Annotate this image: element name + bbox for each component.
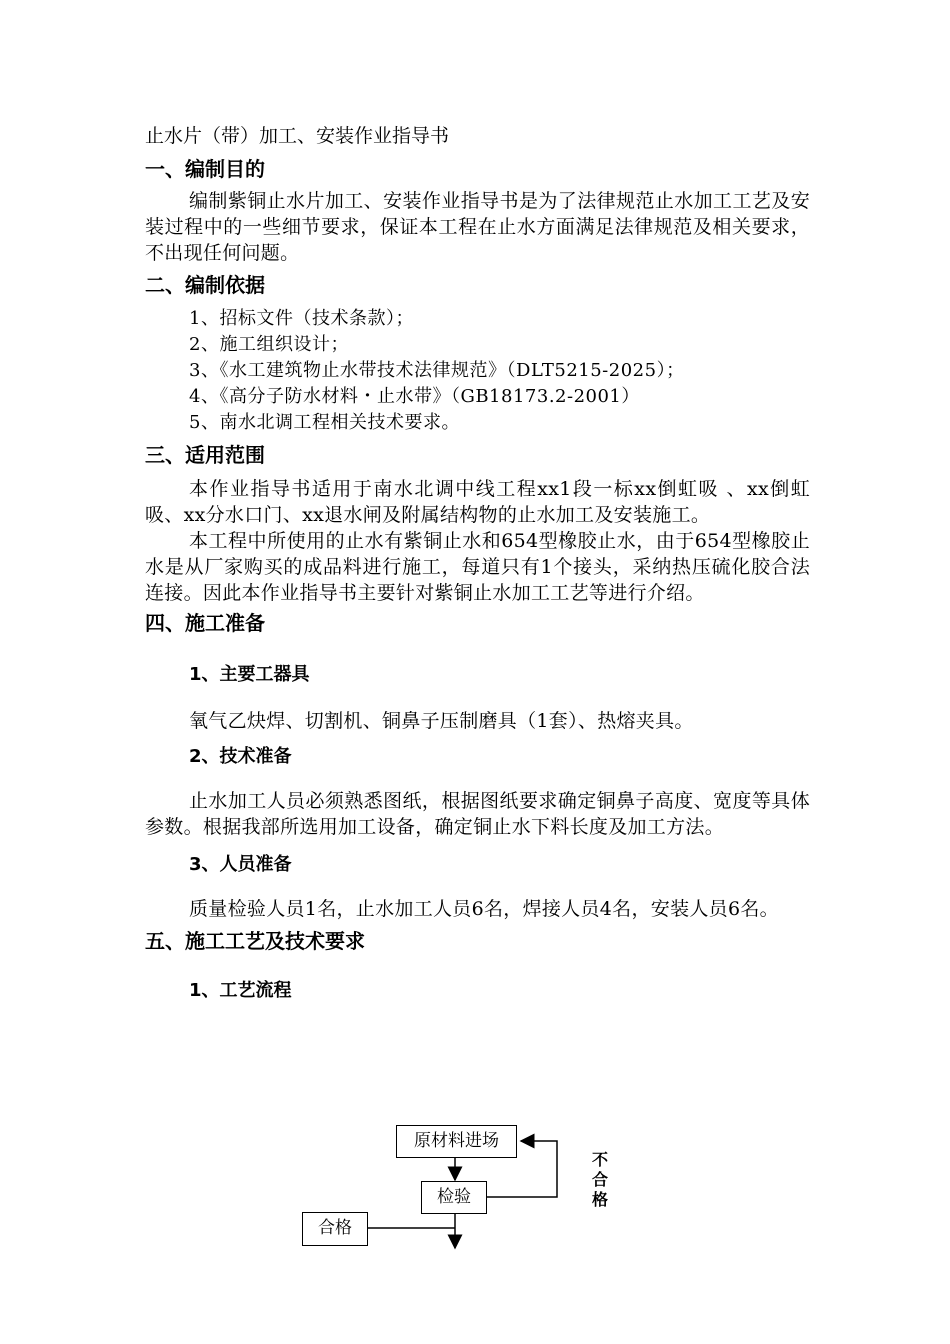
section-paragraph-purpose: 编制紫铜止水片加工、安装作业指导书是为了法律规范止水加工工艺及安装过程中的一些细节要求，保证本工程在止水方面满足法律规范及相关要求，不出现任何问题。 [145,190,810,264]
flow-node-label: 合格 [318,1218,352,1238]
flow-label-fail: 不合格 [591,1150,608,1209]
flow-node-label: 检验 [437,1187,471,1207]
subsection-paragraph-tools: 氧气乙炔焊、切割机、铜鼻子压制磨具（1套）、热熔夹具。 [189,710,694,732]
subsection-heading-technical: 2、技术准备 [189,746,292,767]
section-paragraph-scope-1: 本作业指导书适用于南水北调中线工程xx1段一标xx倒虹吸 、xx倒虹吸、xx分水口门、xx退水闸及附属结构物的止水加工及安装施工。 [145,478,810,526]
subsection-paragraph-personnel: 质量检验人员1名，止水加工人员6名，焊接人员4名，安装人员6名。 [189,898,779,920]
flow-node-raw-material [396,1125,517,1158]
subsection-heading-personnel: 3、人员准备 [189,854,292,875]
list-item: 1、招标文件（技术条款）； [189,308,414,329]
section-heading-preparation: 四、施工准备 [145,611,265,635]
section-heading-process: 五、施工工艺及技术要求 [145,929,365,953]
section-heading-purpose: 一、编制目的 [145,157,265,181]
section-heading-scope: 三、适用范围 [145,443,265,467]
list-item: 5、南水北调工程相关技术要求。 [189,412,460,433]
subsection-heading-flow: 1、工艺流程 [189,980,292,1001]
flow-node-label: 原材料进场 [414,1131,499,1151]
section-heading-basis: 二、编制依据 [145,273,265,297]
flow-node-inspection [421,1181,487,1214]
section-paragraph-scope-2: 本工程中所使用的止水有紫铜止水和654型橡胶止水，由于654型橡胶止水是从厂家购买的成品料进行施工，每道只有1个接头，采纳热压硫化胶合法连接。因此本作业指导书主要针对紫铜止水加工工艺等进行介绍。 [145,530,810,604]
subsection-paragraph-technical: 止水加工人员必须熟悉图纸，根据图纸要求确定铜鼻子高度、宽度等具体参数。根据我部所选用加工设备，确定铜止水下料长度及加工方法。 [145,790,810,838]
list-item: 2、施工组织设计； [189,334,349,355]
document-title: 止水片（带）加工、安装作业指导书 [145,125,450,147]
subsection-heading-tools: 1、主要工器具 [189,664,310,685]
list-item: 4、《高分子防水材料・止水带》（GB18173.2-2001） [189,386,640,407]
flow-node-pass [302,1212,368,1246]
list-item: 3、《水工建筑物止水带技术法律规范》（DLT5215-2025）； [189,360,685,381]
